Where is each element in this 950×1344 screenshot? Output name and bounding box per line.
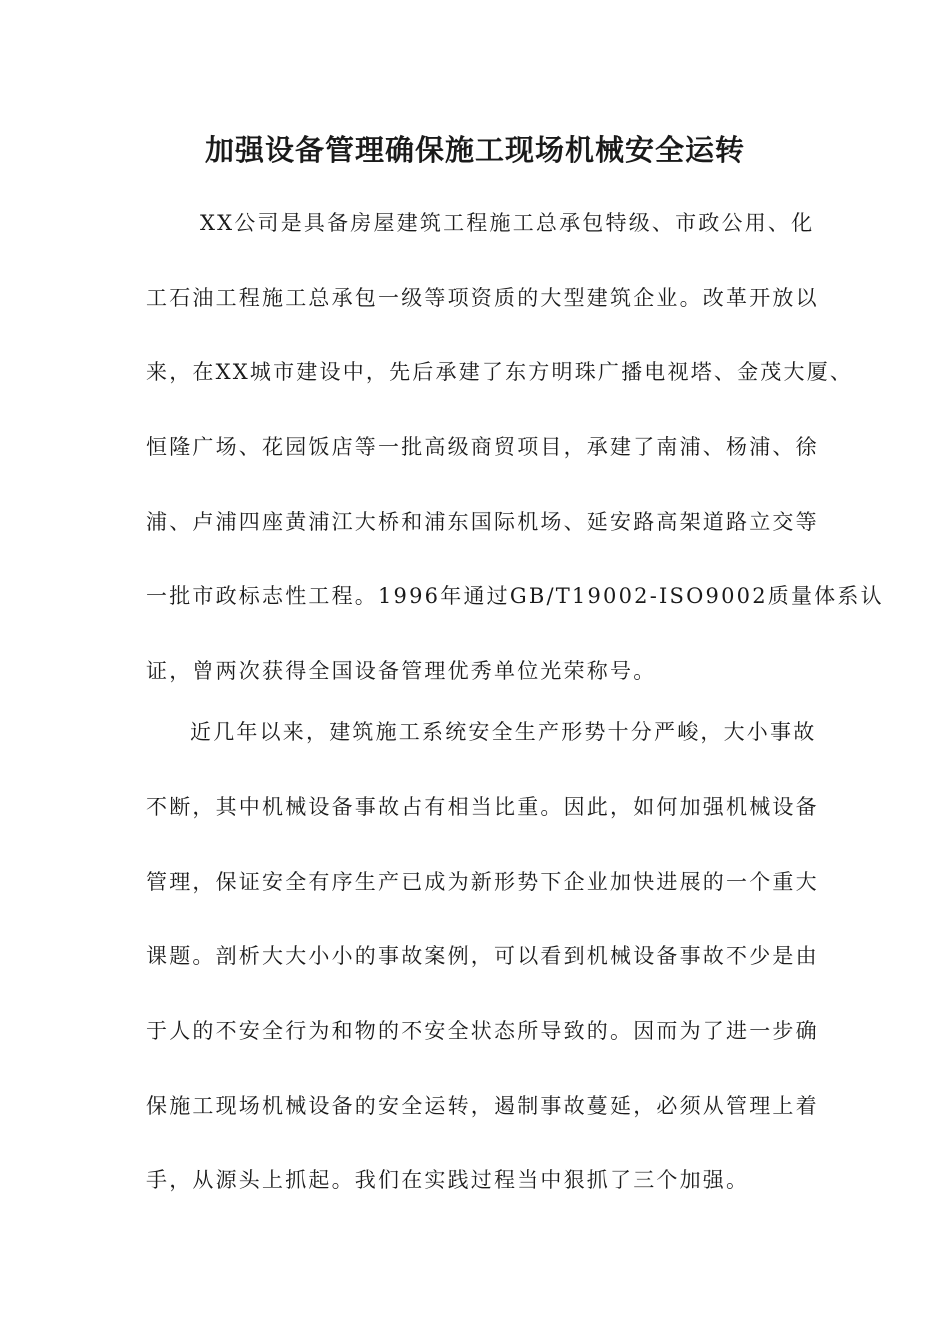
paragraph-line: 恒隆广场、花园饭店等一批高级商贸项目，承建了南浦、杨浦、徐 [146,435,819,459]
paragraph-line: 管理，保证安全有序生产已成为新形势下企业加快进展的一个重大 [146,870,819,894]
document-title: 加强设备管理确保施工现场机械安全运转 [204,133,745,167]
paragraph-line: 近几年以来，建筑施工系统安全生产形势十分严峻，大小事故 [190,720,817,744]
paragraph-line: XX公司是具备房屋建筑工程施工总承包特级、市政公用、化 [200,211,815,235]
paragraph-line: 课题。剖析大大小小的事故案例，可以看到机械设备事故不少是由 [146,944,819,968]
paragraph-line: 工石油工程施工总承包一级等项资质的大型建筑企业。改革开放以 [146,286,819,310]
paragraph-line: 手，从源头上抓起。我们在实践过程当中狠抓了三个加强。 [146,1168,750,1192]
paragraph-line: 一批市政标志性工程。1996年通过GB/T19002-ISO9002质量体系认 [146,584,884,608]
paragraph-line: 证，曾两次获得全国设备管理优秀单位光荣称号。 [146,659,657,683]
paragraph-line: 保施工现场机械设备的安全运转，遏制事故蔓延，必须从管理上着 [146,1094,819,1118]
paragraph-line: 来，在XX城市建设中，先后承建了东方明珠广播电视塔、金茂大厦、 [146,360,854,384]
paragraph-line: 不断，其中机械设备事故占有相当比重。因此，如何加强机械设备 [146,795,819,819]
paragraph-line: 浦、卢浦四座黄浦江大桥和浦东国际机场、延安路高架道路立交等 [146,510,819,534]
paragraph-line: 于人的不安全行为和物的不安全状态所导致的。因而为了进一步确 [146,1019,819,1043]
